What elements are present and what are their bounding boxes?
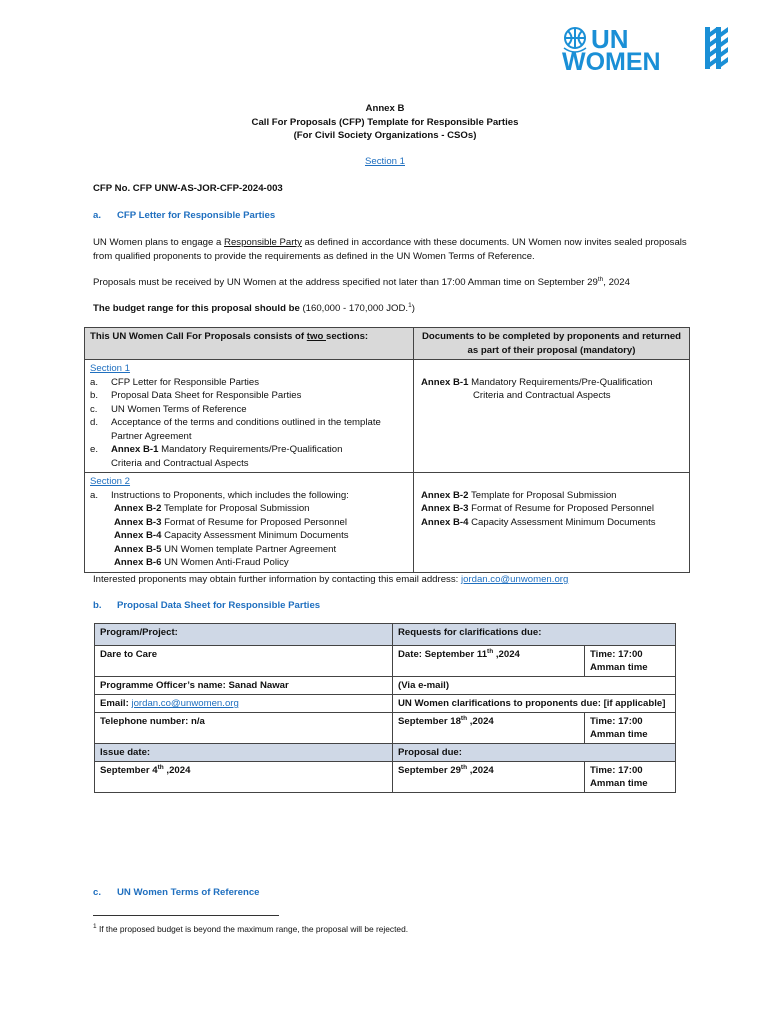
section2-annex-b5: Annex B-5 UN Women template Partner Agreement: [114, 543, 337, 555]
footnote-ref[interactable]: 1: [408, 301, 412, 309]
footnote-number: 1: [93, 923, 97, 931]
footnote-text: If the proposed budget is beyond the maximum range, the proposal will be rejected.: [96, 924, 409, 934]
right-annex-b1: Annex B-1 Mandatory Requirements/Pre-Qualification: [421, 376, 653, 388]
part-b-letter: b.: [93, 600, 102, 611]
proposal-data-sheet-table: [94, 623, 676, 793]
logo-women-text: WOMEN: [562, 48, 661, 72]
section2-annex-b6: Annex B-6 UN Women Anti-Fraud Policy: [114, 557, 289, 568]
part-a-heading: [93, 209, 693, 223]
document-title: [0, 102, 770, 143]
cfp-number: CFP No. CFP UNW-AS-JOR-CFP-2024-003: [93, 183, 283, 194]
un-women-logo: [560, 24, 730, 72]
officer-cell: Programme Officer’s name: Sanad Nawar: [95, 677, 393, 695]
section-2-label[interactable]: Section 2: [90, 476, 131, 487]
deadline-year: , 2024: [603, 277, 630, 288]
cfp-sections-table: [84, 327, 690, 573]
title-line-2: Call For Proposals (CFP) Template for Responsible Parties: [251, 116, 519, 128]
part-c-letter: c.: [93, 887, 102, 898]
un-clarif-cell: UN Women clarifications to proponents due: [if applicable]: [393, 695, 676, 713]
footnote-divider: [93, 915, 279, 916]
intro-paragraph: [93, 236, 693, 263]
section-2-docs-cell: [414, 473, 690, 573]
deadline-sup: th: [597, 275, 604, 283]
budget-paragraph: [93, 302, 693, 316]
title-line-3: (For Civil Society Organizations - CSOs): [293, 130, 477, 141]
section-1-cell: [85, 360, 414, 473]
part-a-letter: a.: [93, 210, 102, 221]
right-annex-b1-cont: Criteria and Contractual Aspects: [473, 390, 611, 401]
part-a-title: CFP Letter for Responsible Parties: [117, 210, 276, 221]
section2-annex-b4: Annex B-4 Capacity Assessment Minimum Documents: [114, 530, 349, 541]
program-value-cell: Dare to Care: [95, 646, 393, 677]
intro-underlined: Responsible Party: [224, 237, 302, 248]
section2-annex-b2: Annex B-2 Template for Proposal Submission: [114, 503, 310, 514]
section-2-cell: [85, 473, 414, 573]
clarif-date-cell: Date: September 11th ,2024: [393, 646, 585, 677]
issue-label-cell: Issue date:: [95, 744, 393, 762]
contact-paragraph: [93, 573, 693, 587]
budget-label: The budget range for this proposal should be: [93, 303, 303, 314]
right-annex-b4: Annex B-4 Capacity Assessment Minimum Documents: [421, 516, 656, 528]
section-1-link[interactable]: Section 1: [364, 156, 405, 167]
cfp-table-right-header: Documents to be completed by proponents and returned as part of their proposal (mandatory): [414, 328, 690, 360]
email-cell: Email: jordan.co@unwomen.org: [95, 695, 393, 713]
section-1-label[interactable]: Section 1: [90, 363, 131, 374]
section2-annex-b3: Annex B-3 Format of Resume for Proposed Personnel: [114, 516, 348, 528]
section1-item-a: a. CFP Letter for Responsible Parties: [90, 376, 260, 388]
deadline-paragraph: [93, 276, 693, 290]
telephone-cell: Telephone number: n/a: [95, 713, 393, 744]
footnote: [93, 924, 408, 934]
sheet-email-link[interactable]: jordan.co@unwomen.org: [131, 698, 239, 709]
contact-text: Interested proponents may obtain further information by contacting this email address:: [93, 574, 461, 585]
part-c-heading: [93, 886, 693, 900]
budget-close: ): [411, 303, 415, 314]
proposal-date-cell: September 29th ,2024: [393, 762, 585, 793]
intro-text-pre: UN Women plans to engage a: [93, 237, 225, 248]
proposal-time-cell: Time: 17:00 Amman time: [585, 762, 676, 793]
section1-item-d-cont: Partner Agreement: [111, 430, 192, 442]
issue-date-cell: September 4th ,2024: [95, 762, 393, 793]
section1-item-d: d. Acceptance of the terms and conditions outlined in the template: [90, 417, 381, 428]
proposal-label-cell: Proposal due:: [393, 744, 676, 762]
section1-item-b: b. Proposal Data Sheet for Responsible Parties: [90, 390, 302, 401]
budget-value: (160,000 - 170,000 JOD.: [302, 303, 409, 314]
clarif-time-cell: Time: 17:00 Amman time: [585, 646, 676, 677]
deadline-text: Proposals must be received by UN Women at the address specified not later than 17:00 Amman time on September 29: [93, 277, 598, 288]
part-c-title: UN Women Terms of Reference: [117, 887, 260, 898]
contact-email-link[interactable]: jordan.co@unwomen.org: [460, 574, 569, 585]
part-b-heading: [93, 599, 693, 613]
part-b-title: Proposal Data Sheet for Responsible Parties: [117, 600, 321, 611]
section1-item-e-cont: Criteria and Contractual Aspects: [111, 457, 249, 469]
cfp-table-left-header: This UN Women Call For Proposals consists of two sections:: [85, 328, 414, 360]
clarif-label-cell: Requests for clarifications due:: [393, 624, 676, 646]
logo-un-text: UN: [591, 24, 629, 54]
un-clarif-date-cell: September 18th ,2024: [393, 713, 585, 744]
section1-item-c: c. UN Women Terms of Reference: [90, 403, 247, 415]
section-1-docs-cell: [414, 360, 690, 473]
section2-item-a: a. Instructions to Proponents, which includes the following:: [90, 489, 349, 501]
right-annex-b3: Annex B-3 Format of Resume for Proposed Personnel: [421, 503, 655, 514]
title-line-1: Annex B: [365, 103, 405, 114]
via-email-cell: (Via e-mail): [393, 677, 676, 695]
right-annex-b2: Annex B-2 Template for Proposal Submission: [421, 489, 617, 501]
intro-text-post: as defined in accordance with these documents. UN Women now invites sealed proposals from qualified proponents to provide the requirements as defined in the UN Women Terms of Reference.: [93, 237, 687, 262]
un-clarif-time-cell: Time: 17:00 Amman time: [585, 713, 676, 744]
program-label-cell: Program/Project:: [95, 624, 393, 646]
section1-item-e: e. Annex B-1 Mandatory Requirements/Pre-Qualification: [90, 444, 343, 455]
